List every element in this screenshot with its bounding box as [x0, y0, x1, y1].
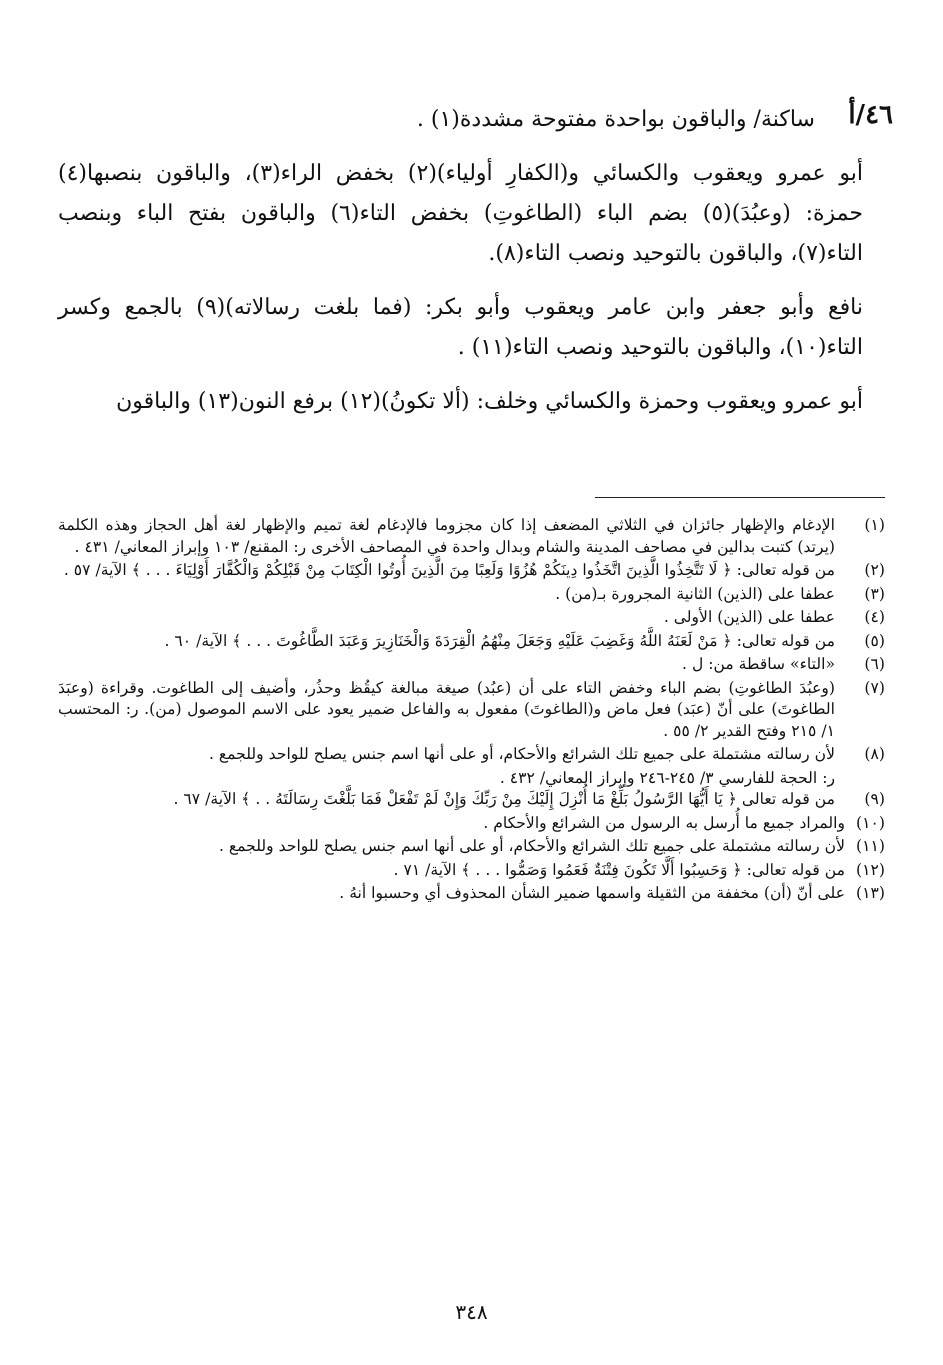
footnote-text: عطفا على (الذين) الأولى . [663, 608, 835, 626]
footnote-text: «التاء» ساقطة من: ل . [682, 655, 835, 673]
footnote-reference: ر: الحجة للفارسي ٣/ ٢٤٥-٢٤٦ وإبراز المعاني/ ٤٣٢ . [499, 768, 835, 787]
footnote-item [58, 789, 885, 811]
main-paragraph: ساكنة/ والباقون بواحدة مفتوحة مشددة(١) . [416, 107, 815, 132]
footnote-text: لأن رسالته مشتملة على جميع تلك الشرائع والأحكام، أو على أنها اسم جنس يصلح للواحد وللجمع . [208, 745, 835, 763]
footnote-text: على أنّ (أن) مخففة من الثقيلة واسمها ضمير الشأن المحذوف أي وحسبوا أنهُ . [339, 884, 845, 902]
footnote-item [58, 654, 885, 676]
main-paragraph: نافع وأبو جعفر وابن عامر ويعقوب وأبو بكر: (فما بلغت رسالاته)(٩) بالجمع وكسر التاء(١٠)، والباقون بالتوحيد ونصب التاء(١١) . [58, 295, 863, 360]
footnote-text: الإدغام والإظهار جائزان في الثلاثي المضعف إذا كان مجزوما فالإدغام لغة تميم والإظهار لغة أهل الحجاز وهذه الكلمة (يرتد) كتبت بدالين في مصاحف المدينة والشام وبدال واحدة في المصاحف الأخرى ر: المقنع/ ١٠٣ وإبراز المعاني/ ٤٣١ . [58, 516, 835, 556]
footnote-number: (٣) [864, 584, 885, 603]
footnote-number: (٤) [864, 608, 885, 626]
footnote-text: من قوله تعالى: ﴿ وَحَسِبُوا أَلَّا تَكُونَ فِتْنَةٌ فَعَمُوا وَصَمُّوا . . . ﴾ الآية/ ٧١ . [393, 860, 845, 879]
footnote-item [58, 678, 885, 743]
footnote-text: لأن رسالته مشتملة على جميع تلك الشرائع والأحكام، أو على أنها اسم جنس يصلح للواحد وللجمع . [218, 837, 845, 855]
footnote-item [58, 584, 885, 606]
main-paragraph: أبو عمرو ويعقوب والكسائي و(الكفارِ أولياء)(٢) بخفض الراء(٣)، والباقون بنصبها(٤) حمزة: (وعبُدَ)(٥) بضم الباء (الطاغوتِ) بخفض التاء(٦) والباقون بفتح الباء وبنصب التاء(٧)، والباقون بالتوحيد ونصب التاء(٨). [58, 161, 863, 266]
footnote-separator [595, 497, 885, 498]
footnote-number: (٧) [864, 678, 885, 697]
footnote-item [58, 515, 885, 558]
footnote-item [58, 813, 885, 835]
footnote-text: من قوله تعالى ﴿ يَا أَيُّهَا الرَّسُولُ بَلِّغْ مَا أُنْزِلَ إِلَيْكَ مِنْ رَبِّكَ وَإِنْ لَمْ تَفْعَلْ فَمَا بَلَّغْتَ رِسَالَتَهُ . . ﴾ الآية/ ٦٧ . [173, 790, 835, 808]
main-text [58, 100, 863, 436]
footnote-text: عطفا على (الذين) الثانية المجرورة بـ(من) . [555, 584, 835, 603]
footnote-text: والمراد جميع ما أُرسل به الرسول من الشرائع والأحكام . [483, 813, 845, 832]
footnote-item [58, 836, 885, 858]
page-number: ٣٤٨ [455, 1300, 488, 1324]
footnote-number: (٦) [864, 655, 885, 673]
footnote-item [58, 607, 885, 629]
footnote-number: (١٠) [856, 813, 885, 832]
footnote-item [58, 883, 885, 905]
footnote-text: من قوله تعالى: ﴿ مَنْ لَعَنَهُ اللَّهُ وَغَضِبَ عَلَيْهِ وَجَعَلَ مِنْهُمُ الْقِرَدَةَ وَالْخَنَازِيرَ وَعَبَدَ الطَّاغُوتَ . . . ﴾ الآية/ ٦٠ . [164, 631, 835, 650]
footnote-number: (١١) [856, 837, 885, 855]
footnote-number: (٩) [864, 790, 885, 808]
manuscript-folio-ref: ٤٦/أ [848, 100, 893, 130]
main-paragraph: أبو عمرو ويعقوب وحمزة والكسائي وخلف: (ألا تكونُ)(١٢) برفع النون(١٣) والباقون [116, 389, 863, 414]
footnote-number: (١٢) [856, 860, 885, 879]
footnote-item [58, 744, 885, 766]
footnote-number: (١٣) [856, 884, 885, 902]
footnote-item [58, 631, 885, 653]
footnote-number: (١) [864, 516, 885, 534]
footnote-item [58, 560, 885, 582]
footnote-text: من قوله تعالى: ﴿ لَا تَتَّخِذُوا الَّذِينَ اتَّخَذُوا دِينَكُمْ هُزُوًا وَلَعِبًا مِنَ الَّذِينَ أُوتُوا الْكِتَابَ مِنْ قَبْلِكُمْ وَالْكُفَّارَ أَوْلِيَاءَ . . . ﴾ الآية/ ٥٧ . [63, 561, 835, 579]
footnote-number: (٨) [864, 745, 885, 763]
footnote-number: (٥) [864, 631, 885, 650]
footnote-number: (٢) [864, 561, 885, 579]
footnote-item [58, 860, 885, 882]
footnote-text: (وعبُدَ الطاغوتِ) بضم الباء وخفض التاء على أن (عبُد) صيغة مبالغة كيقُظ وحذُر، وأضيف إلى الطاغوت. وقراءة (وعبَدَ الطاغوتَ) على أنّ (عبَد) فعل ماض و(الطاغوتَ) مفعول به والفاعل ضمير يعود على الاسم الموصول (من). ر: المحتسب ١/ ٢١٥ وفتح القدير ٢/ ٥٥ . [58, 678, 835, 740]
footnotes [58, 515, 885, 907]
